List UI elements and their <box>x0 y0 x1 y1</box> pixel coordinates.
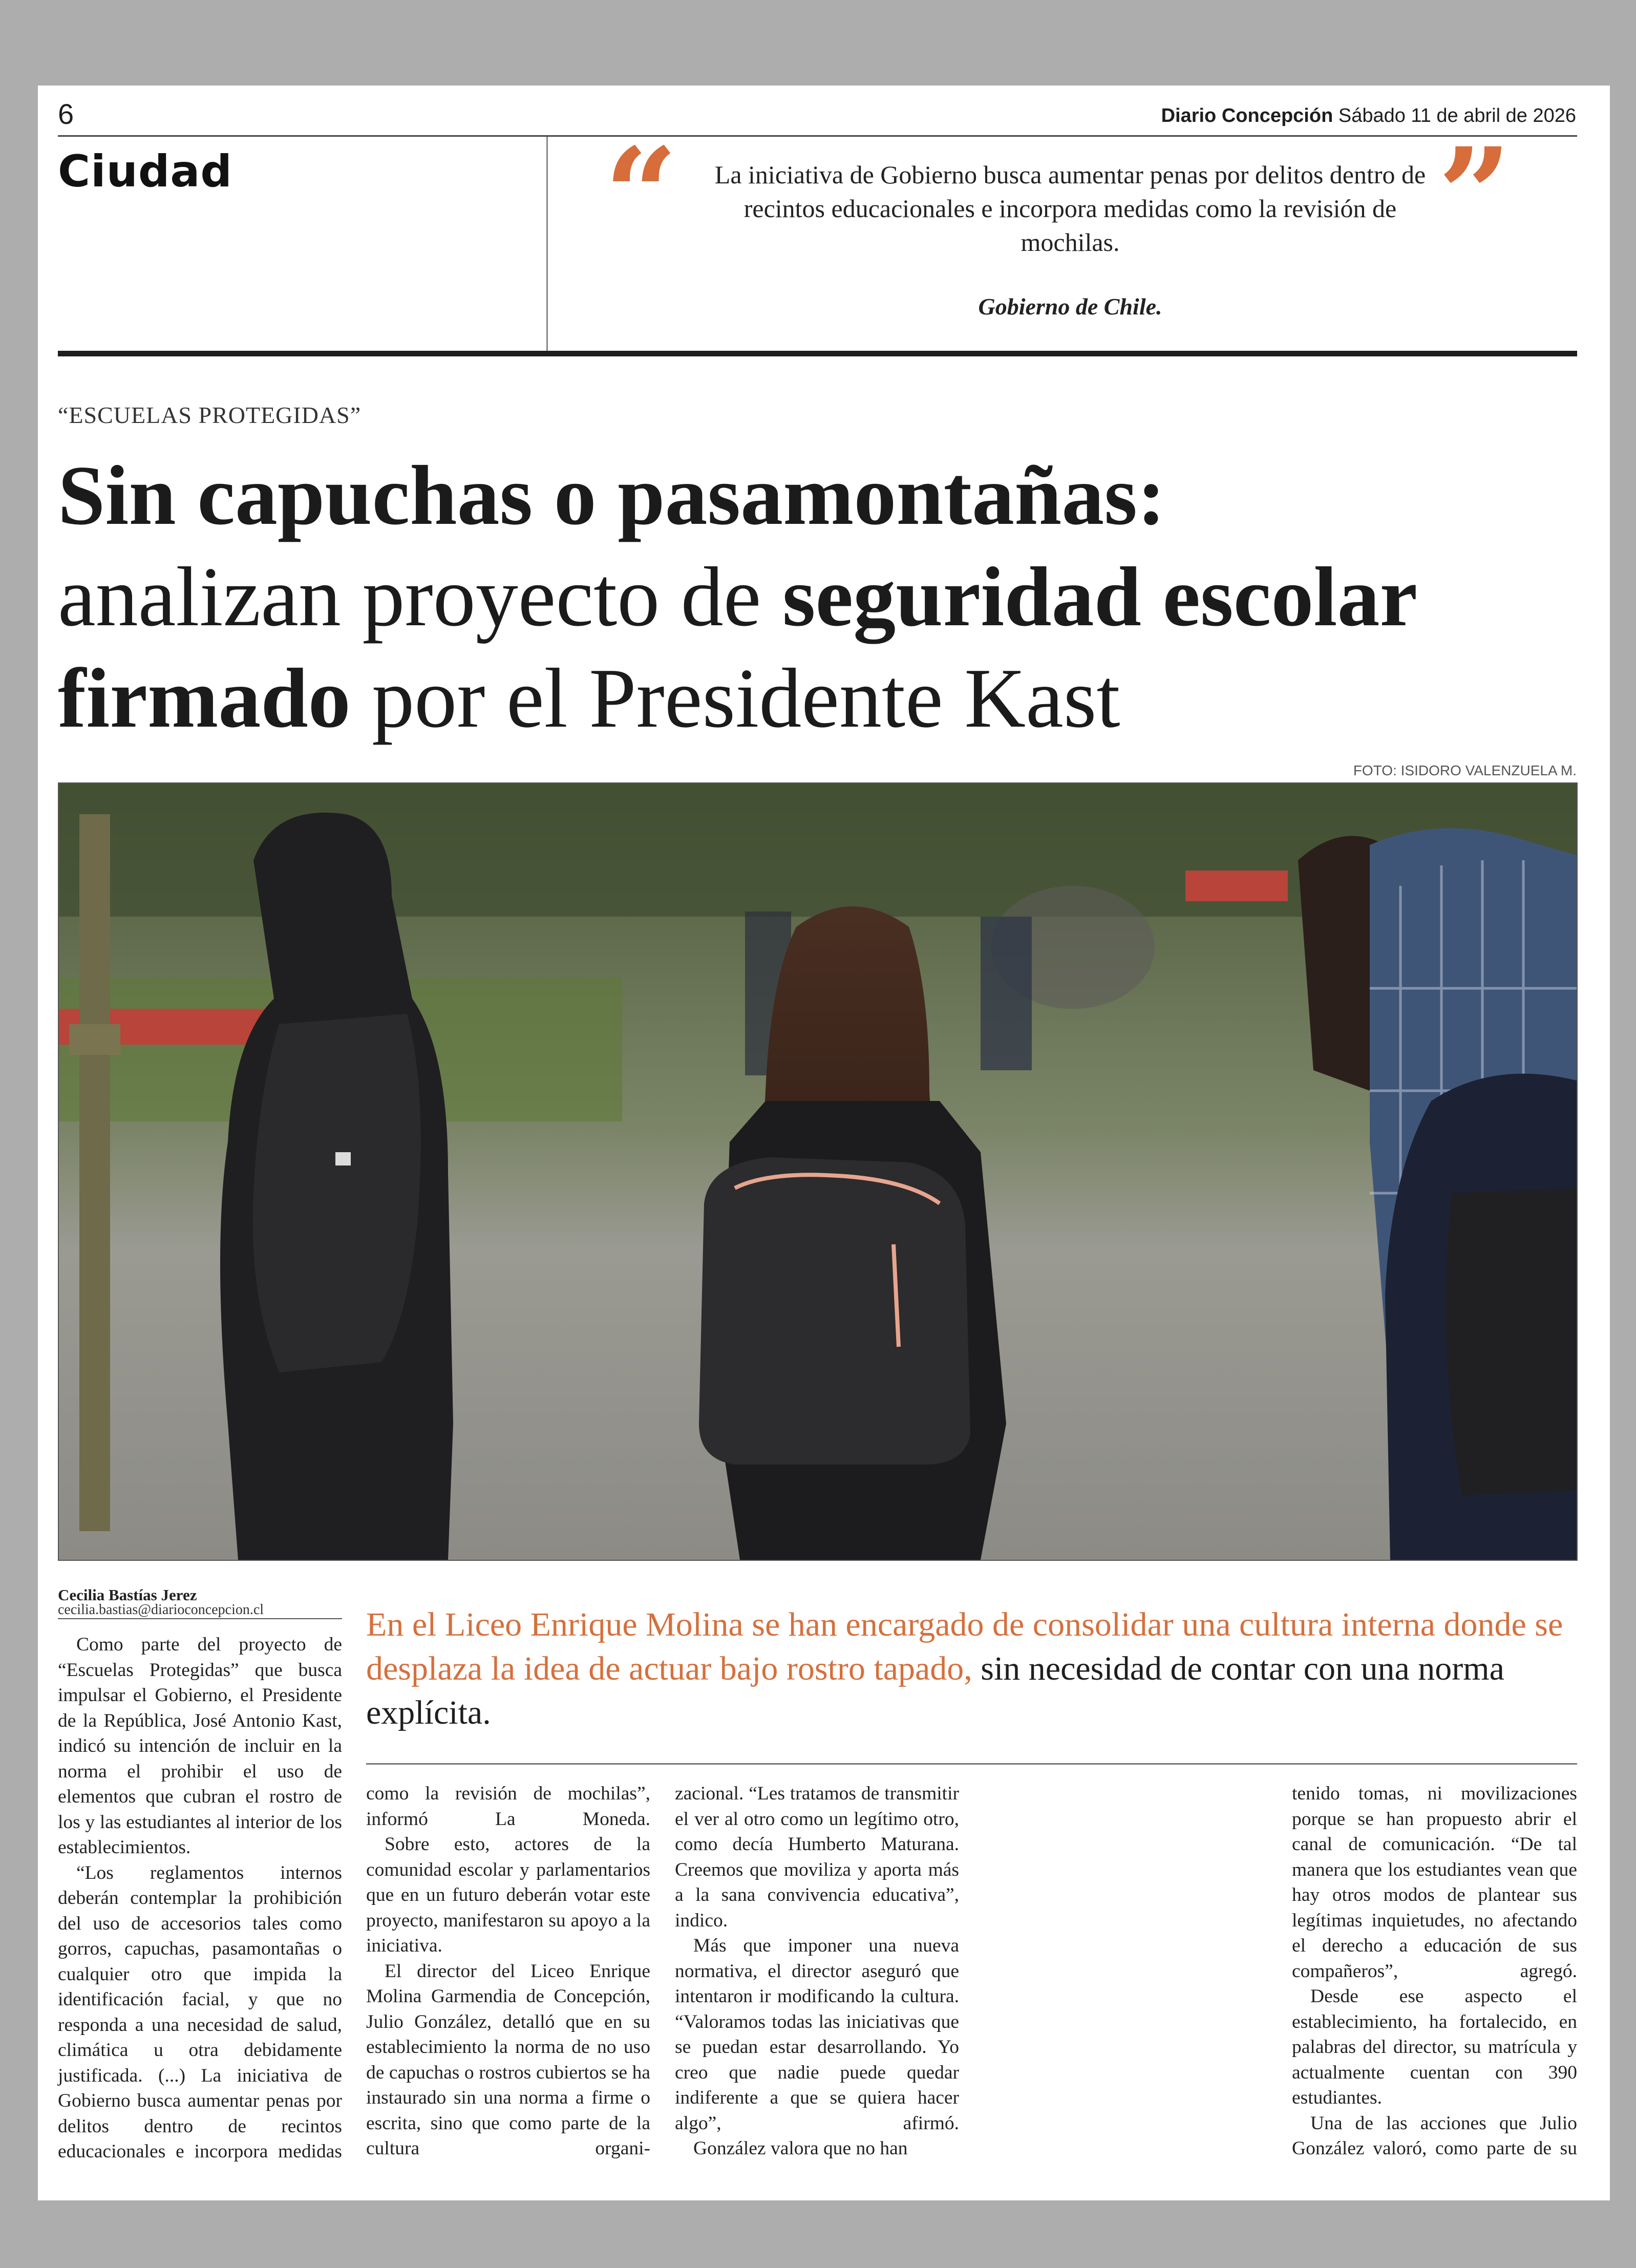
column-5-paragraph-3: Una de las acciones que Julio González valoró, como parte de su <box>1292 2112 1577 2159</box>
column-1-paragraph-2: “Los reglamentos internos deberán contemplar la prohibición del uso de accesorios tales como gorros, capuchas, pasamontañas o cualquier otro que impida la identificación facial, y que no responda a una necesidad de salud, climática u otra debidamente justificada. (...) La iniciativa de Gobierno busca aumentar penas por delitos dentro de recintos educacionales e incorpora medidas <box>58 1862 342 2162</box>
header-bottom-rule <box>58 351 1577 356</box>
lead-rest: sin necesidad de contar con una norma explícita. <box>366 1650 1504 1731</box>
column-3-paragraph-2: Más que imponer una nueva normativa, el director aseguró que intentaron ir modificando la cultura. “Valoramos todas las iniciativas que se puedan estar desarrollando. Yo creo que nadie puede quedar indiferente a que se quiera hacer algo”, afirmó. <box>675 1935 959 2134</box>
newspaper-name: Diario Concepción <box>1161 105 1333 126</box>
column-2-paragraph-3: El director del Liceo Enrique Molina Garmendia de Concepción, Julio González, detalló que en su establecimiento la norma de no uso de capuchas o rostros cubiertos se ha instaurado sin una norma a firme o escrita, sino que como parte de la cultura organi- <box>366 1960 650 2159</box>
open-quote-icon: “ <box>604 119 678 270</box>
column-5-paragraph-2: Desde ese aspecto el establecimiento, ha fortalecido, en palabras del director, su matrícula y actualmente cuentan con 390 estudiantes. <box>1292 1986 1577 2108</box>
article-photo <box>58 782 1578 1561</box>
column-5 <box>1292 1781 1577 2161</box>
column-1 <box>58 1632 342 2165</box>
pull-quote-author: Gobierno de Chile. <box>978 293 1162 320</box>
headline-part-b: seguridad escolar firmado <box>58 549 1416 745</box>
author-email[interactable]: cecilia.bastias@diarioconcepcion.cl <box>58 1602 264 1618</box>
close-quote-icon: ” <box>1438 119 1512 270</box>
column-3-paragraph-3: González valora que no han <box>693 2138 908 2159</box>
headline-part-a: analizan proyecto de <box>58 549 782 644</box>
pull-quote-text: La iniciativa de Gobierno busca aumentar penas por delitos dentro de recintos educacionales e incorpora medidas como la revisión de mochilas. <box>714 160 1426 257</box>
column-1-paragraph-1: Como parte del proyecto de “Escuelas Protegidas” que busca impulsar el Gobierno, el Presidente de la República, José Antonio Kast, indicó su intención de incluir en la norma el prohibir el uso de elementos que cubran el rostro de los y las estudiantes al interior de los establecimientos. <box>58 1634 342 1858</box>
header-rule <box>58 135 1577 137</box>
column-3-paragraph-1: zacional. “Les tratamos de transmitir el ver al otro como un legítimo otro, como decía Humberto Maturana. Creemos que moviliza y aporta más a la sana convivencia educativa”, indico. <box>675 1783 959 1931</box>
column-5-paragraph-1: tenido tomas, ni movilizaciones porque se han propuesto abrir el canal de comunicación. “De tal manera que los estudiantes vean que hay otros modos de plantear sus legítimas inquietudes, no afectando el derecho a educación de sus compañeros”, agregó. <box>1292 1783 1577 1982</box>
article-kicker: “ESCUELAS PROTEGIDAS” <box>58 402 362 428</box>
column-3 <box>675 1781 959 2161</box>
page-number: 6 <box>58 98 74 130</box>
headline-part-c: por el Presidente Kast <box>350 651 1120 745</box>
photo-students-backpacks <box>59 783 1577 1560</box>
header-divider <box>546 137 548 352</box>
article-lead <box>366 1603 1580 1735</box>
lead-rule <box>366 1763 1577 1765</box>
byline-rule <box>58 1618 342 1619</box>
article-byline: Cecilia Bastías Jerez <box>58 1586 197 1604</box>
column-2-paragraph-1: como la revisión de mochilas”, informó La Moneda. <box>366 1783 650 1830</box>
photo-credit: FOTO: ISIDORO VALENZUELA M. <box>1353 762 1577 778</box>
section-title: Ciudad <box>58 146 232 197</box>
publication-date: Sábado 11 de abril de 2026 <box>1338 105 1576 126</box>
dateline <box>1161 105 1576 127</box>
lead-highlight: En el Liceo Enrique Molina se han encargado de consolidar una cultura interna donde se desplaza la idea de actuar bajo rostro tapado, <box>366 1606 1563 1687</box>
headline-line-1: Sin capuchas o pasamontañas: <box>58 448 1166 542</box>
column-2 <box>366 1781 650 2161</box>
column-2-paragraph-2: Sobre esto, actores de la comunidad escolar y parlamentarios que en un futuro deberán votar este proyecto, manifestaron su apoyo a la iniciativa. <box>366 1834 650 1956</box>
article-headline <box>58 444 1589 749</box>
